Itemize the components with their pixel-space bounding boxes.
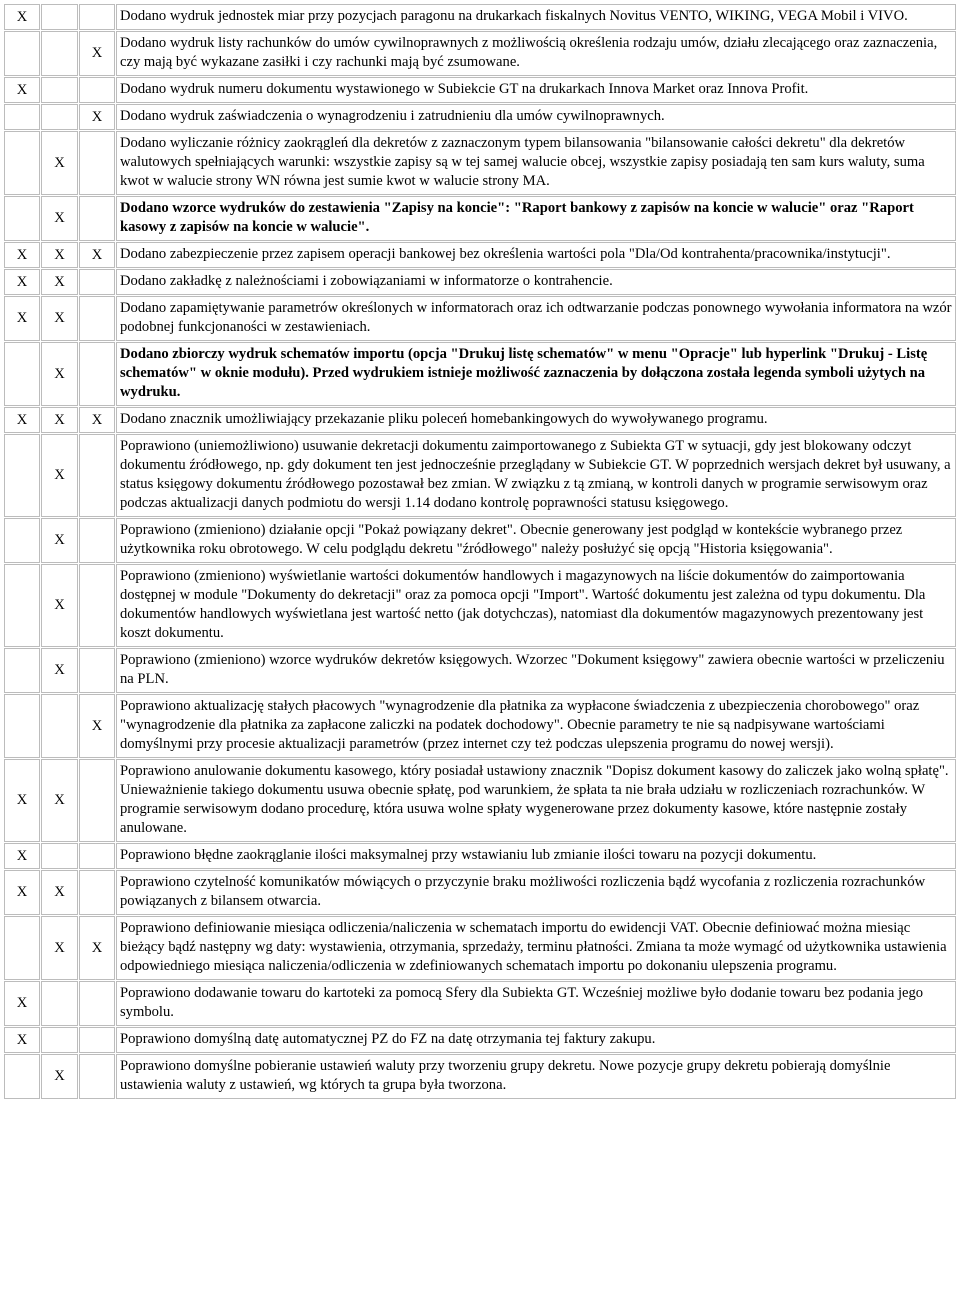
mark-cell-col3 <box>79 31 115 76</box>
x-mark: X <box>16 995 28 1011</box>
x-mark: X <box>16 310 28 326</box>
mark-cell-col3 <box>79 1027 115 1053</box>
table-row <box>4 31 956 76</box>
change-description: Dodano wydruk numeru dokumentu wystawionego w Subiekcie GT na drukarkach Innova Market oraz Innova Profit. <box>116 77 956 103</box>
mark-cell-col3 <box>79 870 115 915</box>
change-description: Dodano zakładkę z należnościami i zobowiązaniami w informatorze o kontrahencie. <box>116 269 956 295</box>
mark-cell-col1 <box>4 916 40 980</box>
x-mark: X <box>54 273 65 290</box>
mark-cell-col2 <box>41 131 78 195</box>
change-description: Poprawiono domyślną datę automatycznej PZ do FZ na datę otrzymania tej faktury zakupu. <box>116 1027 956 1053</box>
mark-cell-col2 <box>41 342 78 406</box>
table-row <box>4 1027 956 1053</box>
x-mark: X <box>54 884 65 900</box>
x-mark: X <box>54 210 65 226</box>
mark-cell-col3 <box>79 694 115 758</box>
mark-cell-col2 <box>41 196 78 241</box>
change-description: Dodano zapamiętywanie parametrów określonych w informatorach oraz ich odtwarzanie podczas ponownego wywołania informatora na wzór podobnej funkcjonaności w zestawieniach. <box>116 296 956 341</box>
table-row <box>4 916 956 980</box>
change-description: Dodano wydruk jednostek miar przy pozycjach paragonu na drukarkach fiskalnych Novitus VENTO, WIKING, VEGA Mobil i VIVO. <box>116 4 956 30</box>
mark-cell-col2 <box>41 77 78 103</box>
mark-cell-col3 <box>79 1054 115 1099</box>
mark-cell-col1 <box>4 131 40 195</box>
mark-cell-col2 <box>41 870 78 915</box>
table-row <box>4 296 956 341</box>
x-mark: X <box>91 45 103 61</box>
change-description: Poprawiono czytelność komunikatów mówiących o przyczynie braku możliwości rozliczenia bądź wycofania z rozliczenia rozrachunków powiązanych z bilansem otwarcia. <box>116 870 956 915</box>
x-mark: X <box>91 717 103 734</box>
mark-cell-col3 <box>79 269 115 295</box>
table-row <box>4 407 956 433</box>
mark-cell-col2 <box>41 843 78 869</box>
x-mark: X <box>16 8 28 25</box>
mark-cell-col2 <box>41 4 78 30</box>
mark-cell-col2 <box>41 564 78 647</box>
mark-cell-col1 <box>4 564 40 647</box>
mark-cell-col1 <box>4 981 40 1026</box>
x-mark: X <box>91 411 103 428</box>
mark-cell-col1 <box>4 648 40 693</box>
change-description: Poprawiono (zmieniono) wyświetlanie wartości dokumentów handlowych i magazynowych na liście dokumentów do zaimportowania dostępnej w module "Dokumenty do dekretacji" oraz za pomoca opcji "Import". Wartość dokumentu jest zależna od typu dokumentu. Dla dokumentów handlowych wyświetlana jest wartość netto (jak dotychczas), natomiast dla dokumentów magazynowych prezentowany jest koszt dokumentu. <box>116 564 956 647</box>
x-mark: X <box>54 411 65 428</box>
mark-cell-col2 <box>41 916 78 980</box>
mark-cell-col1 <box>4 196 40 241</box>
mark-cell-col2 <box>41 759 78 842</box>
mark-cell-col3 <box>79 981 115 1026</box>
mark-cell-col1 <box>4 694 40 758</box>
change-description: Poprawiono dodawanie towaru do kartoteki za pomocą Sfery dla Subiekta GT. Wcześniej możliwe było dodanie towaru bez podania jego symbolu. <box>116 981 956 1026</box>
mark-cell-col3 <box>79 77 115 103</box>
mark-cell-col3 <box>79 296 115 341</box>
mark-cell-col2 <box>41 104 78 130</box>
table-row <box>4 131 956 195</box>
mark-cell-col1 <box>4 296 40 341</box>
change-description: Dodano znacznik umożliwiający przekazanie pliku poleceń homebankingowych do wywoływanego programu. <box>116 407 956 433</box>
change-description: Dodano zabezpieczenie przez zapisem operacji bankowej bez określenia wartości pola "Dla/Od kontrahenta/pracownika/instytucji". <box>116 242 956 268</box>
mark-cell-col3 <box>79 759 115 842</box>
mark-cell-col3 <box>79 242 115 268</box>
table-row <box>4 981 956 1026</box>
mark-cell-col1 <box>4 342 40 406</box>
x-mark: X <box>91 939 103 956</box>
mark-cell-col3 <box>79 407 115 433</box>
mark-cell-col3 <box>79 131 115 195</box>
mark-cell-col3 <box>79 342 115 406</box>
change-description: Dodano wydruk zaświadczenia o wynagrodzeniu i zatrudnieniu dla umów cywilnoprawnych. <box>116 104 956 130</box>
change-description: Poprawiono aktualizację stałych płacowych "wynagrodzenie dla płatnika za wypłacone świadczenia z ubezpieczenia chorobowego" oraz "wynagrodzenie dla płatnika za zapłacone zaliczki na podatek dochodowy". Obecnie parametry te nie są nadpisywane wartościami domyślnymi przy procesie aktualizacji parametrów (przez internet czy też podczas ulepszenia programu do nowej wersji). <box>116 694 956 758</box>
mark-cell-col2 <box>41 269 78 295</box>
mark-cell-col1 <box>4 104 40 130</box>
change-description: Poprawiono (zmieniono) działanie opcji "Pokaż powiązany dekret". Obecnie generowany jest podgląd w kontekście wybranego przez użytkownika roku obrotowego. W celu podglądu dekretu "źródłowego" należy posłużyć się opcją "Historia księgowania". <box>116 518 956 563</box>
change-description: Dodano zbiorczy wydruk schematów importu (opcja "Drukuj listę schematów" w menu "Opracje" lub hyperlink "Drukuj - Listę schematów" w oknie modułu). Przed wydrukiem istnieje możliwość zaznaczenia by dołączona została legenda symboli użytych na wydruku. <box>116 342 956 406</box>
changelog-rows <box>4 4 956 1099</box>
x-mark: X <box>16 273 28 290</box>
mark-cell-col1 <box>4 518 40 563</box>
x-mark: X <box>54 1068 65 1084</box>
x-mark: X <box>16 246 28 263</box>
mark-cell-col1 <box>4 31 40 76</box>
table-row <box>4 759 956 842</box>
mark-cell-col3 <box>79 518 115 563</box>
x-mark: X <box>16 81 28 98</box>
mark-cell-col2 <box>41 518 78 563</box>
table-row <box>4 196 956 241</box>
table-row <box>4 342 956 406</box>
x-mark: X <box>54 939 65 956</box>
table-row <box>4 104 956 130</box>
mark-cell-col1 <box>4 4 40 30</box>
mark-cell-col3 <box>79 104 115 130</box>
change-description: Poprawiono domyślne pobieranie ustawień waluty przy tworzeniu grupy dekretu. Nowe pozycje grupy dekretu pobierają domyślnie ustawienia waluty z ustawień, wg których ta grupa była tworzona. <box>116 1054 956 1099</box>
table-row <box>4 843 956 869</box>
x-mark: X <box>54 246 65 263</box>
change-description: Poprawiono (uniemożliwiono) usuwanie dekretacji dokumentu zaimportowanego z Subiekta GT w sytuacji, gdy jest blokowany odczyt dokumentu źródłowego, np. gdy dokument ten jest jednocześnie przeglądany w Subiekcie GT. W poprzednich wersjach dekret był usuwany, a status księgowy dokumentu źródłowego pozostawał bez zmian. W związku z tą zmianą, w kontroli danych w programie serwisowym oraz podczas aktualizacji danych podmiotu do wersji 1.14 dodano kontrolę poprawności statusu księgowego. <box>116 434 956 517</box>
table-row <box>4 434 956 517</box>
table-row <box>4 269 956 295</box>
change-description: Dodano wydruk listy rachunków do umów cywilnoprawnych z możliwością określenia rodzaju umów, działu zlecającego oraz zaznaczenia, czy mają być wykazane zasiłki i czy rachunki mają być zsumowane. <box>116 31 956 76</box>
mark-cell-col3 <box>79 843 115 869</box>
mark-cell-col2 <box>41 648 78 693</box>
table-row <box>4 1054 956 1099</box>
table-row <box>4 564 956 647</box>
mark-cell-col2 <box>41 296 78 341</box>
table-row <box>4 77 956 103</box>
x-mark: X <box>54 154 65 171</box>
mark-cell-col3 <box>79 648 115 693</box>
mark-cell-col1 <box>4 759 40 842</box>
x-mark: X <box>16 884 28 900</box>
x-mark: X <box>54 532 65 548</box>
x-mark: X <box>54 310 65 326</box>
table-row <box>4 648 956 693</box>
change-description: Poprawiono definiowanie miesiąca odliczenia/naliczenia w schematach importu do ewidencji VAT. Obecnie definiować można miesiąc bieżący bądź następny wg daty: wystawienia, otrzymania, sprzedaży, terminu płatności. Zmiana ta może wymagć od użytkownika ustawienia odpowiedniego miesiąca naliczenia/odliczenia w zdefiniowanych schematach importu po dokonaniu ulepszenia programu. <box>116 916 956 980</box>
table-row <box>4 870 956 915</box>
change-description: Dodano wzorce wydruków do zestawienia "Zapisy na koncie": "Raport bankowy z zapisów na koncie w walucie" oraz "Raport kasowy z zapisów na koncie w walucie". <box>116 196 956 241</box>
x-mark: X <box>54 597 65 613</box>
mark-cell-col3 <box>79 4 115 30</box>
x-mark: X <box>54 467 65 483</box>
table-row <box>4 694 956 758</box>
change-description: Dodano wyliczanie różnicy zaokrągleń dla dekretów z zaznaczonym typem bilansowania "bilansowanie całości dekretu" dla dekretów walutowych spełniających warunki: wszystkie zapisy są w tej samej walucie obcej, wszystkie zapisy posiadają ten sam kurs waluty, suma kwot w walucie strony WN równa jest sumie kwot w walucie strony MA. <box>116 131 956 195</box>
mark-cell-col3 <box>79 564 115 647</box>
change-description: Poprawiono błędne zaokrąglanie ilości maksymalnej przy wstawianiu lub zmianie ilości towaru na pozycji dokumentu. <box>116 843 956 869</box>
x-mark: X <box>16 1031 28 1048</box>
x-mark: X <box>91 246 103 263</box>
x-mark: X <box>91 108 103 125</box>
mark-cell-col2 <box>41 1027 78 1053</box>
x-mark: X <box>54 662 65 678</box>
mark-cell-col1 <box>4 434 40 517</box>
x-mark: X <box>16 792 28 808</box>
mark-cell-col1 <box>4 77 40 103</box>
mark-cell-col2 <box>41 434 78 517</box>
table-row <box>4 242 956 268</box>
mark-cell-col3 <box>79 196 115 241</box>
mark-cell-col1 <box>4 843 40 869</box>
mark-cell-col2 <box>41 242 78 268</box>
mark-cell-col1 <box>4 242 40 268</box>
table-row <box>4 4 956 30</box>
change-description: Poprawiono anulowanie dokumentu kasowego, który posiadał ustawiony znacznik "Dopisz dokument kasowy do zaliczek jako wolną spłatę". Unieważnienie takiego dokumentu usuwa obecnie spłatę, pod warunkiem, że spłata ta nie brała udziału w rozliczeniach rozrachunków. W programie serwisowym dodano procedurę, która usuwa wolne spłaty wygenerowane przez dokumenty kasowe, które następnie zostały anulowane. <box>116 759 956 842</box>
change-description: Poprawiono (zmieniono) wzorce wydruków dekretów księgowych. Wzorzec "Dokument księgowy" zawiera obecnie wartości w przeliczeniu na PLN. <box>116 648 956 693</box>
table-row <box>4 518 956 563</box>
mark-cell-col3 <box>79 916 115 980</box>
mark-cell-col3 <box>79 434 115 517</box>
mark-cell-col1 <box>4 870 40 915</box>
mark-cell-col1 <box>4 1054 40 1099</box>
mark-cell-col2 <box>41 694 78 758</box>
mark-cell-col2 <box>41 1054 78 1099</box>
x-mark: X <box>16 411 28 428</box>
mark-cell-col1 <box>4 269 40 295</box>
x-mark: X <box>54 365 65 382</box>
mark-cell-col1 <box>4 407 40 433</box>
changelog-table <box>3 3 957 1100</box>
x-mark: X <box>16 847 28 864</box>
x-mark: X <box>54 792 65 808</box>
mark-cell-col1 <box>4 1027 40 1053</box>
mark-cell-col2 <box>41 407 78 433</box>
mark-cell-col2 <box>41 31 78 76</box>
mark-cell-col2 <box>41 981 78 1026</box>
